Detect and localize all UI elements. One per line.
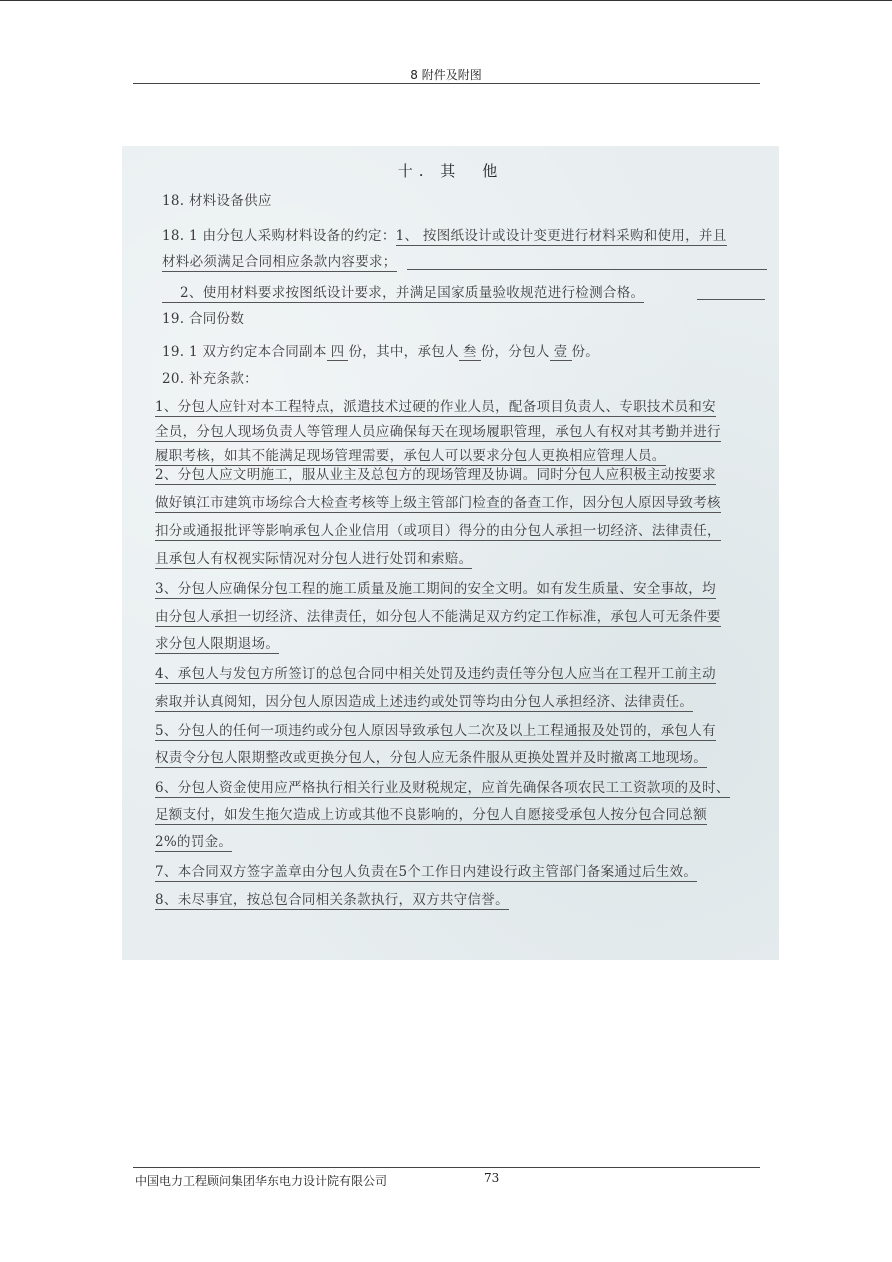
supplement-6-text-1: 6、分包人资金使用应严格执行相关行业及财税规定，应首先确保各项农民工工资款项的及时、	[155, 780, 730, 796]
clause-18-heading: 18. 材料设备供应	[162, 193, 272, 209]
blank-fill-rule-2	[697, 299, 765, 300]
supplement-5-text-2: 权责令分包人限期整改或更换分包人，分包人应无条件服从更换处置并及时撤离工地现场。	[155, 750, 707, 766]
supplement-8-text: 8、未尽事宜，按总包合同相关条款执行，双方共守信誉。	[155, 892, 509, 908]
supplement-6-text-3: 2%的罚金。	[155, 834, 233, 850]
supplement-4-text-1: 4、承包人与发包方所签订的总包合同中相关处罚及违约责任等分包人应当在工程开工前主动	[155, 666, 716, 682]
clause-19-1-mid-2: 份，分包人	[480, 344, 550, 360]
page-header-title: 8 附件及附图	[410, 68, 482, 82]
supplement-7-line	[155, 860, 697, 880]
supplement-2-text-3: 扣分或通报批评等影响承包人企业信用（或项目）得分的由分包人承担一切经济、法律责任，	[155, 523, 721, 539]
clause-19-1-label: 19. 1 双方约定本合同副本	[162, 344, 327, 360]
clause-18-1-continuation-text: 材料必须满足合同相应条款内容要求；	[162, 254, 397, 270]
clause-18-1-continuation	[162, 250, 397, 270]
supplement-1-line-1	[155, 395, 716, 415]
header-rule	[133, 83, 760, 84]
supplement-5-line-2	[155, 746, 707, 766]
supplement-3-text-2: 由分包人承担一切经济、法律责任，如分包人不能满足双方约定工作标准，承包人可无条件要	[155, 609, 721, 625]
clause-19-1-mid-1: 份，其中，承包人	[348, 344, 459, 360]
supplement-2-text-4: 且承包人有权视实际情况对分包人进行处罚和索赔。	[155, 551, 473, 567]
clause-18-1-item-2-line	[162, 281, 644, 301]
clause-18-1-item-1: 1、 按图纸设计或设计变更进行材料采购和使用，并且	[395, 228, 727, 244]
clause-19-1-line	[162, 340, 599, 360]
blank-fill-rule	[407, 269, 767, 270]
clause-19-heading: 19. 合同份数	[162, 311, 245, 327]
supplement-6-line-3	[155, 830, 232, 850]
scanned-contract-page	[122, 146, 779, 960]
supplement-1-text-2: 全员，分包人现场负责人等管理人员应确保每天在现场履职管理，承包人有权对其考勤并进行	[155, 424, 721, 440]
clause-20-heading: 20. 补充条款：	[162, 371, 258, 387]
supplement-6-line-2	[155, 803, 707, 823]
page-top-border	[0, 0, 892, 1]
supplement-2-line-4	[155, 547, 472, 567]
supplement-4-text-2: 索取并认真阅知，因分包人原因造成上述违约或处罚等均由分包人承担经济、法律责任。	[155, 694, 694, 710]
supplement-8-line	[155, 888, 509, 908]
supplement-3-text-1: 3、分包人应确保分包工程的施工质量及施工期间的安全文明。如有发生质量、安全事故，均	[155, 581, 716, 597]
footer-rule	[133, 1167, 760, 1168]
copies-subcontractor: 壹	[550, 344, 572, 361]
supplement-5-text-1: 5、分包人的任何一项违约或分包人原因导致承包人二次及以上工程通报及处罚的，承包人有	[155, 723, 716, 739]
clause-18-1-line	[162, 224, 727, 244]
copies-contractor: 叁	[459, 344, 481, 361]
supplement-2-text-2: 做好镇江市建筑市场综合大检查考核等上级主管部门检查的备查工作，因分包人原因导致考核	[155, 495, 721, 511]
supplement-2-line-3	[155, 519, 721, 539]
clause-18-1-item-2: 2、使用材料要求按图纸设计要求，并满足国家质量验收规范进行检测合格。	[162, 285, 644, 303]
supplement-6-text-2: 足额支付，如发生拖欠造成上访或其他不良影响的，分包人自愿接受承包人按分包合同总额	[155, 807, 707, 823]
footer-company-name: 中国电力工程顾问集团华东电力设计院有限公司	[135, 1174, 388, 1188]
section-title: 十. 其 他	[397, 162, 504, 180]
supplement-4-line-2	[155, 690, 693, 710]
supplement-3-line-3	[155, 632, 279, 652]
supplement-3-line-2	[155, 605, 721, 625]
clause-18-1-label: 18. 1 由分包人采购材料设备的约定：	[162, 228, 396, 244]
supplement-2-line-2	[155, 491, 721, 511]
supplement-5-line-1	[155, 719, 716, 739]
supplement-3-line-1	[155, 577, 716, 597]
supplement-4-line-1	[155, 662, 716, 682]
supplement-1-text-3: 履职考核，如其不能满足现场管理需要，承包人可以要求分包人更换相应管理人员。	[155, 448, 666, 464]
copies-total: 四	[327, 344, 349, 361]
supplement-6-line-1	[155, 776, 730, 796]
supplement-1-line-3	[155, 444, 666, 464]
supplement-2-line-1	[155, 463, 716, 483]
supplement-7-text: 7、本合同双方签字盖章由分包人负责在5个工作日内建设行政主管部门备案通过后生效。	[155, 864, 698, 880]
supplement-3-text-3: 求分包人限期退场。	[155, 636, 280, 652]
clause-19-1-end: 份。	[571, 344, 600, 360]
supplement-2-text-1: 2、分包人应文明施工，服从业主及总包方的现场管理及协调。同时分包人应积极主动按要求	[155, 467, 716, 483]
supplement-1-text-1: 1、分包人应针对本工程特点，派遣技术过硬的作业人员，配备项目负责人、专职技术员和安	[155, 399, 716, 415]
supplement-1-line-2	[155, 420, 721, 440]
footer-page-number: 73	[484, 1171, 500, 1185]
